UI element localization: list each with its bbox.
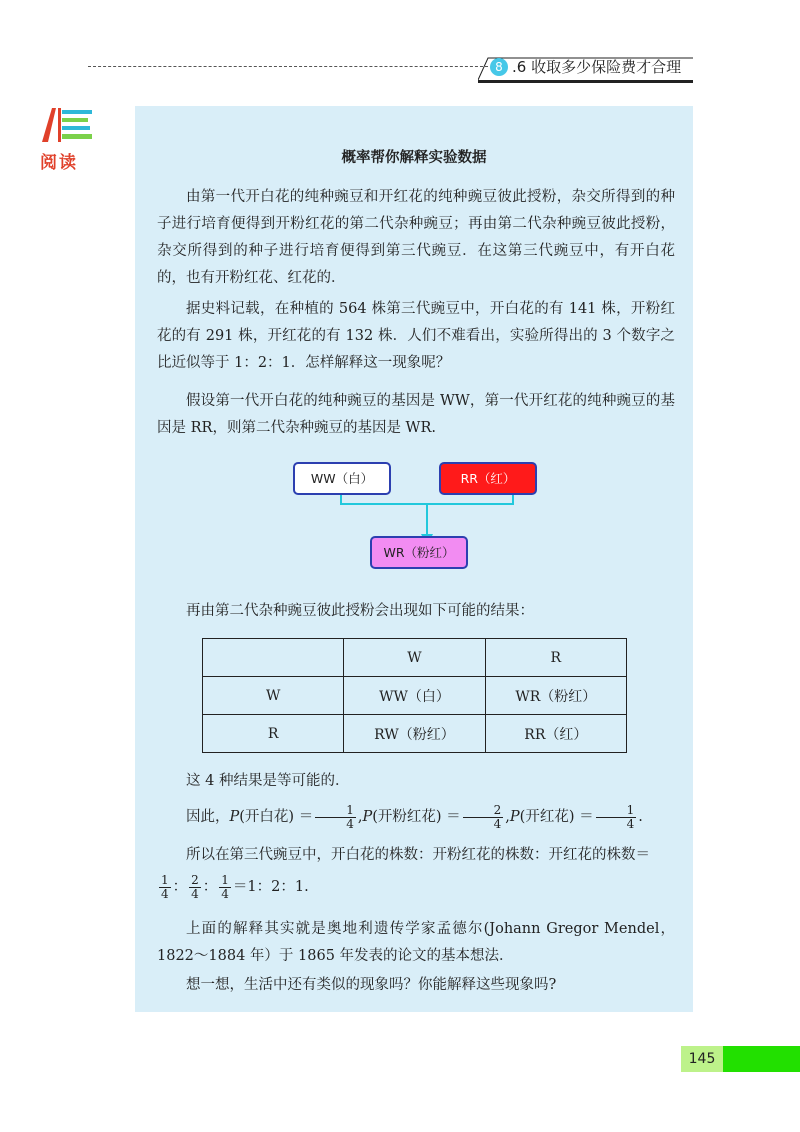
white-gene-box: WW（白） xyxy=(293,462,391,495)
section-number-badge: 8 xyxy=(490,58,508,76)
page-number: 145 xyxy=(681,1046,723,1072)
ratio-result: ＝1：2：1. xyxy=(232,879,309,895)
fraction: $\frac{1}{4}$ xyxy=(596,804,637,831)
table-cell: W xyxy=(344,639,485,677)
table-cell xyxy=(203,639,344,677)
pink-gene-box: WR（粉红） xyxy=(370,536,468,569)
prob-lead: 因此， xyxy=(186,809,230,825)
fraction: $\frac{2}{4}$ xyxy=(191,872,199,901)
prob-var: P xyxy=(229,809,240,825)
table-cell: WW（白） xyxy=(344,677,485,715)
fraction: $\frac{1}{4}$ xyxy=(315,804,356,831)
prob-pink-label: (开粉红花) ＝ xyxy=(372,809,461,825)
paragraph-1: 由第一代开白花的纯种豌豆和开红花的纯种豌豆彼此授粉，杂交所得到的种子进行培育便得到开粉红花的第二代杂种豌豆；再由第二代杂种豌豆彼此授粉，杂交所得到的种子进行培育便得到第三代豌豆．在这第三代豌豆中，有开白花的，也有开粉红花、红花的． xyxy=(157,189,675,286)
paragraph-3: 假设第一代开白花的纯种豌豆的基因是 WW，第一代开红花的纯种豌豆的基因是 RR，则第二代杂种豌豆的基因是 WR. xyxy=(157,393,675,436)
fraction: $\frac{1}{4}$ xyxy=(221,872,229,901)
ratio-text: 所以在第三代豌豆中，开白花的株数：开粉红花的株数：开红花的株数＝ xyxy=(186,847,650,863)
article-title: 概率帮你解释实验数据 xyxy=(341,150,487,166)
header-dashed-line xyxy=(88,66,488,67)
table-cell: RW（粉红） xyxy=(344,715,485,753)
section-title: .6 收取多少保险费才合理 xyxy=(512,58,682,76)
paragraph-mendel: 上面的解释其实就是奥地利遗传学家孟德尔(Johann Gregor Mendel，1822～1884 年）于 1865 年发表的论文的基本想法． xyxy=(157,921,675,964)
ratio-fractions-line: $\frac{1}{4}$ ： $\frac{2}{4}$ ： $\frac{1}{4}$ ＝1：2：1. xyxy=(161,872,309,901)
table-cell: R xyxy=(203,715,344,753)
prob-white-label: (开白花) ＝ xyxy=(239,809,314,825)
paragraph-think: 想一想，生活中还有类似的现象吗？你能解释这些现象吗? xyxy=(186,977,557,993)
table-header-row xyxy=(203,639,627,677)
paragraph-5: 这 4 种结果是等可能的． xyxy=(186,773,350,789)
table-cell: RR（红） xyxy=(485,715,626,753)
table-cell: W xyxy=(203,677,344,715)
fraction: $\frac{2}{4}$ xyxy=(463,804,504,831)
probability-line: 因此，P(开白花) ＝ $\frac{1}{4}$ ,P(开粉红花) ＝ $\frac{2}{4}$ ,P(开红花) ＝ $\frac{1}{4}$ . xyxy=(186,802,643,831)
table-row xyxy=(203,715,627,753)
reading-label: 阅读 xyxy=(40,153,78,173)
table-cell: R xyxy=(485,639,626,677)
reading-panel xyxy=(135,106,693,1012)
paragraph-2: 据史料记载，在种植的 564 株第三代豌豆中，开白花的有 141 株，开粉红花的有 291 株，开红花的有 132 株．人们不难看出，实验所得出的 3 个数字之比近似等于 1：2：1．怎样解释这一现象呢？ xyxy=(157,301,675,371)
prob-red-label: (开红花) ＝ xyxy=(519,809,594,825)
fraction: $\frac{1}{4}$ xyxy=(161,872,169,901)
results-table xyxy=(202,638,627,753)
paragraph-4: 再由第二代杂种豌豆彼此授粉会出现如下可能的结果： xyxy=(186,603,534,619)
page-number-bar xyxy=(723,1046,800,1072)
table-cell: WR（粉红） xyxy=(485,677,626,715)
red-gene-box: RR（红） xyxy=(439,462,537,495)
table-row xyxy=(203,677,627,715)
